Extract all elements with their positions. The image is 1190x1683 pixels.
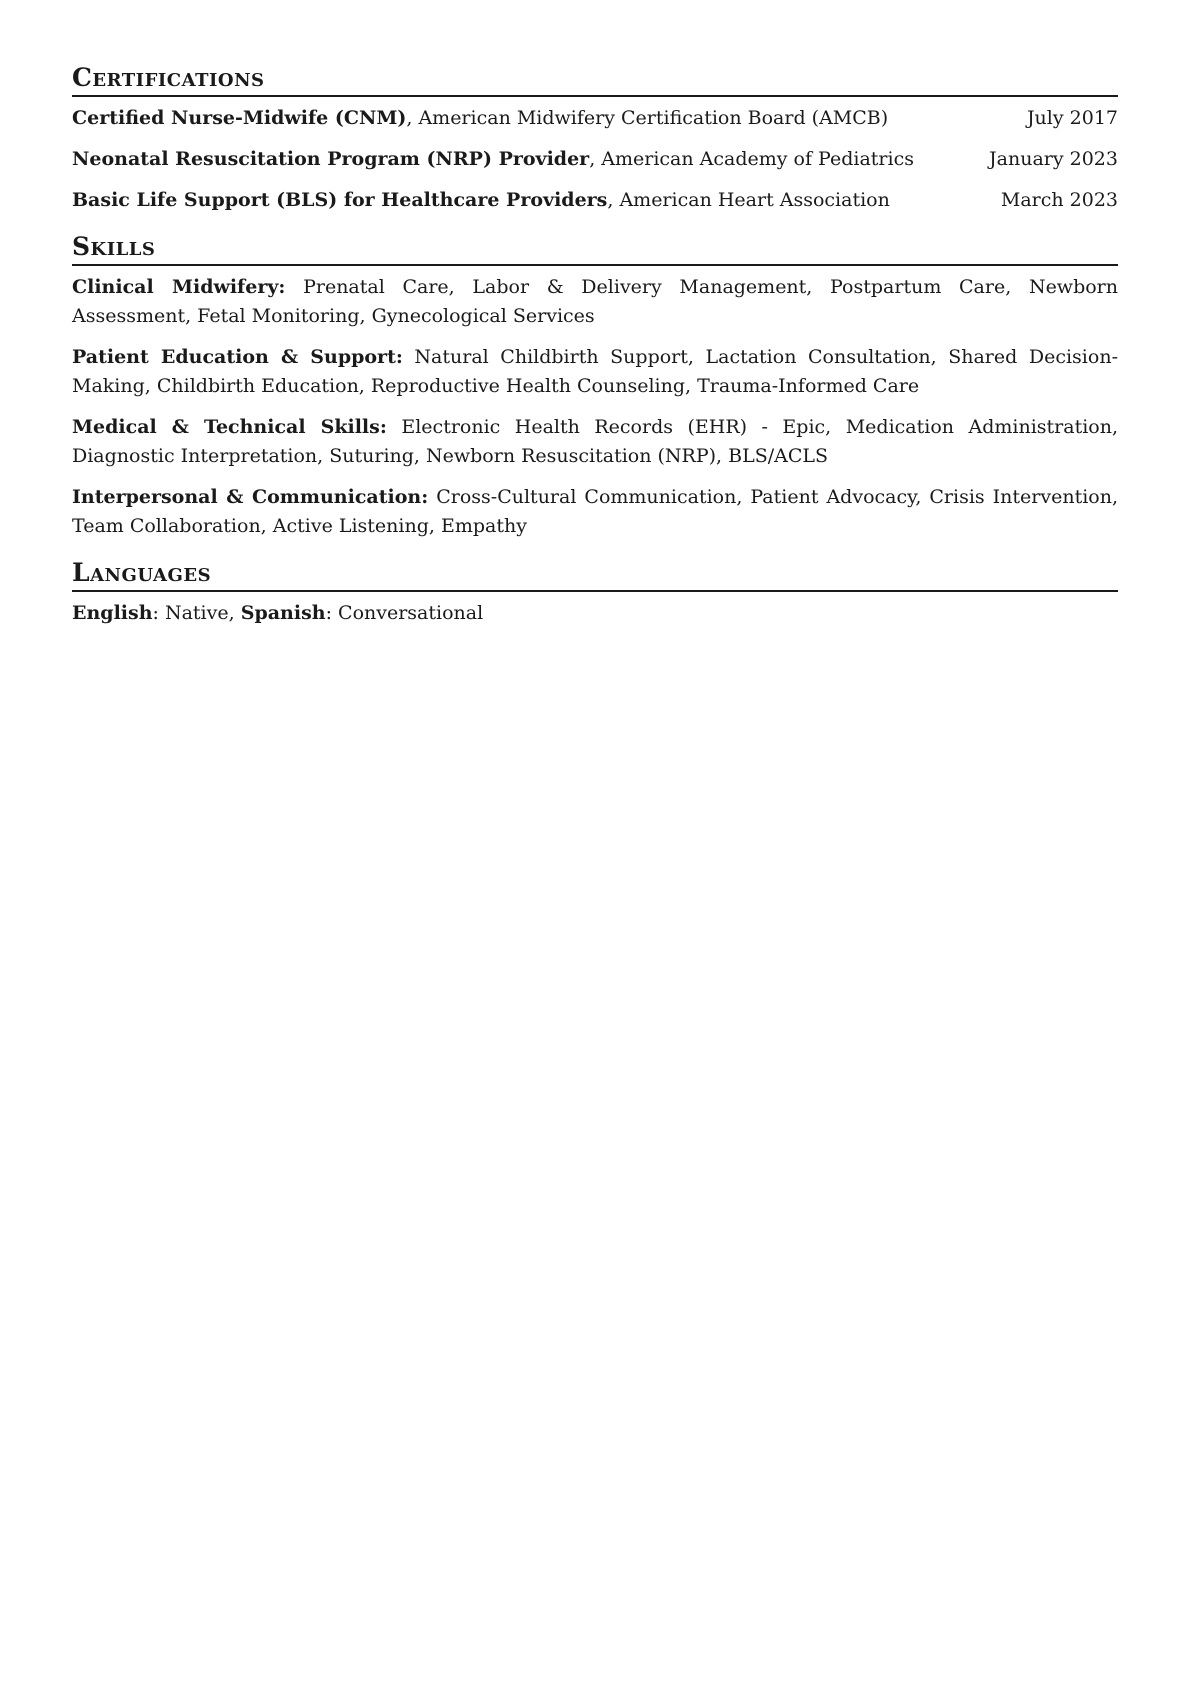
language-level: : Conversational bbox=[325, 602, 484, 624]
skill-category: Interpersonal & Communication: bbox=[72, 486, 429, 508]
certification-name: Certified Nurse-Midwife (CNM) bbox=[72, 107, 407, 129]
skills-list bbox=[72, 266, 1118, 541]
certification-date: January 2023 bbox=[989, 148, 1118, 170]
certifications-list bbox=[72, 97, 1118, 215]
certification-item bbox=[72, 104, 1118, 133]
certification-issuer: , American Academy of Pediatrics bbox=[589, 148, 914, 170]
certification-issuer: , American Midwifery Certification Board (AMCB) bbox=[406, 107, 889, 129]
skill-group bbox=[72, 483, 1118, 541]
skill-group bbox=[72, 413, 1118, 471]
skill-details: Cross-Cultural Communication, Patient Advocacy, Crisis Intervention, Team Collaboration, Active Listening, Empathy bbox=[72, 486, 1119, 537]
languages-heading: Languages bbox=[72, 557, 1118, 592]
certification-item bbox=[72, 186, 1118, 215]
certification-name: Neonatal Resuscitation Program (NRP) Provider bbox=[72, 148, 590, 170]
certifications-section bbox=[72, 62, 1118, 215]
language-name: Spanish bbox=[240, 602, 326, 624]
skill-category: Patient Education & Support: bbox=[72, 346, 403, 368]
skill-group bbox=[72, 273, 1118, 331]
languages-line bbox=[72, 599, 1118, 628]
certification-date: March 2023 bbox=[1000, 189, 1118, 211]
skill-category: Clinical Midwifery: bbox=[72, 276, 286, 298]
skills-section bbox=[72, 231, 1118, 541]
certification-date: July 2017 bbox=[1026, 107, 1118, 129]
skill-details: Electronic Health Records (EHR) - Epic, Medication Administration, Diagnostic Interpretation, Suturing, Newborn Resuscitation (NRP), BLS/ACLS bbox=[72, 416, 1119, 467]
skills-heading: Skills bbox=[72, 231, 1118, 266]
skill-group bbox=[72, 343, 1118, 401]
skill-details: Natural Childbirth Support, Lactation Consultation, Shared Decision-Making, Childbirth Education, Reproductive Health Counseling, Trauma-Informed Care bbox=[72, 346, 1118, 397]
language-separator: , bbox=[228, 602, 241, 624]
language-level: : Native bbox=[152, 602, 229, 624]
certification-name: Basic Life Support (BLS) for Healthcare Providers bbox=[72, 189, 608, 211]
certifications-heading: Certifications bbox=[72, 62, 1118, 97]
certification-issuer: , American Heart Association bbox=[607, 189, 890, 211]
skill-details: Prenatal Care, Labor & Delivery Management, Postpartum Care, Newborn Assessment, Fetal Monitoring, Gynecological Services bbox=[72, 276, 1118, 327]
language-name: English bbox=[72, 602, 153, 624]
languages-list bbox=[72, 592, 1118, 628]
languages-section bbox=[72, 557, 1118, 628]
certification-item bbox=[72, 145, 1118, 174]
skill-category: Medical & Technical Skills: bbox=[72, 416, 387, 438]
